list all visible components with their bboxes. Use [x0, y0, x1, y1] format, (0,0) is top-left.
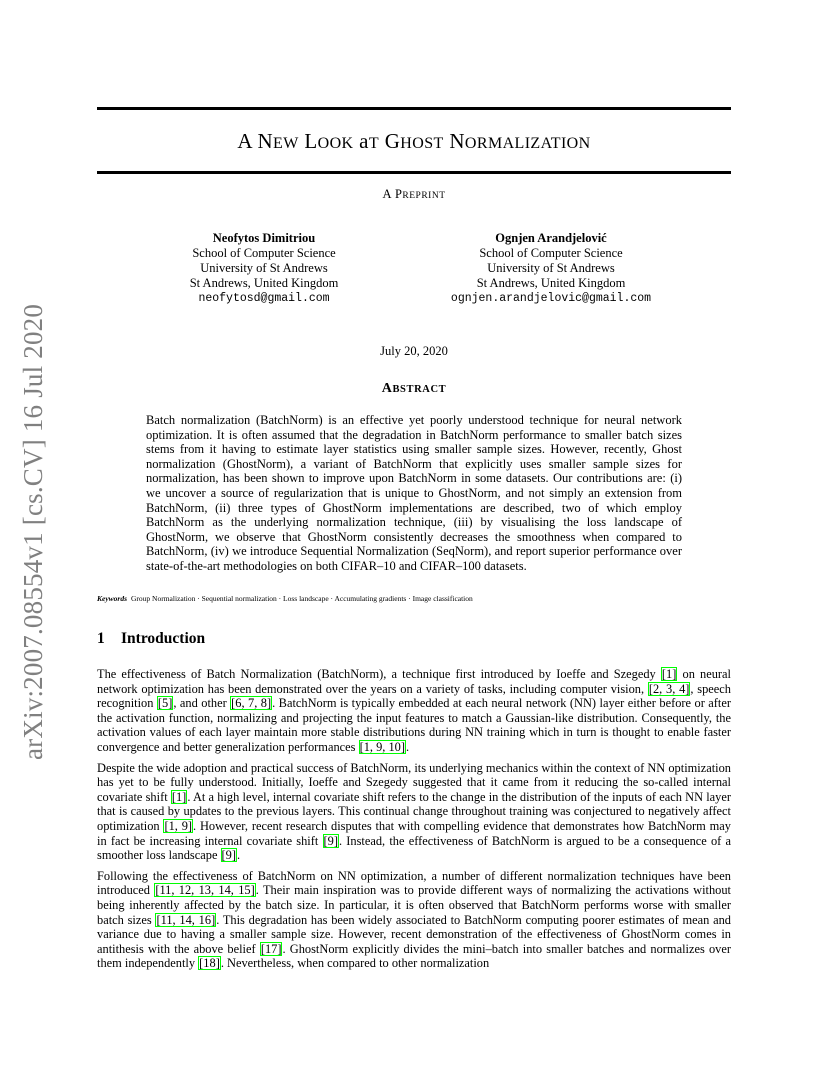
body-text: Following the effectiveness of BatchNorm on NN optimization, a number of different normalization techniques have been introduced: [97, 868, 731, 898]
body-text: . GhostNorm explicitly divides the mini–batch into smaller batches and normalizes over them independently: [97, 941, 732, 971]
abstract-heading-text: ABSTRACT: [381, 381, 447, 396]
author-name: Neofytos Dimitriou: [212, 231, 316, 245]
preprint-label: [97, 187, 731, 202]
author-location: St Andrews, United Kingdom: [189, 276, 339, 290]
citation-link[interactable]: [17]: [260, 941, 282, 956]
author-department: School of Computer Science: [479, 246, 623, 260]
body-text: . However, recent research disputes that with compelling evidence that demonstrates how BatchNorm may in fact be increasing internal covariate shift: [97, 818, 731, 848]
body-text: , and other: [173, 696, 231, 711]
author-university: University of St Andrews: [487, 261, 615, 275]
body-text: . BatchNorm is typically embedded at each neural network (NN) layer either before or after the activation function, normalizing and projecting the input features to match a Gaussian-like distribution. Consequently, the activation values of each layer maintain more stable distributions during NN training which in turn is thought to enable faster convergence and better generalization performances: [97, 696, 731, 754]
section-title: Introduction: [121, 630, 206, 647]
body-text: .: [237, 848, 241, 863]
abstract-text: Batch normalization (BatchNorm) is an effective yet poorly understood technique for neural network optimization. It is often assumed that the degradation in BatchNorm performance to smaller batch sizes stems from it having to estimate layer statistics using smaller sample sizes. However, recently, Ghost normalization (GhostNorm), a variant of BatchNorm that explicitly uses smaller sample sizes for normalization, has been shown to improve upon BatchNorm in some datasets. Our contributions are: (i) we uncover a source of regularization that is unique to GhostNorm, and not simply an extension from BatchNorm, (ii) three types of GhostNorm implementations are described, two of which employ BatchNorm as the underlying normalization technique, (iii) by visualising the loss landscape of GhostNorm, we observe that GhostNorm consistently decreases the smoothness when compared to BatchNorm, (iv) we introduce Sequential Normalization (SeqNorm), and report superior performance over state-of-the-art methodologies on both CIFAR–10 and CIFAR–100 datasets.: [146, 413, 682, 573]
body-text: Despite the wide adoption and practical success of BatchNorm, its underlying mechanics within the context of NN optimization has yet to be fully understood. Initially, Ioeffe and Szegedy suggested that it came from it reducing the so-called internal covariate shift: [97, 760, 731, 804]
title-rule-bottom: [97, 171, 731, 174]
citation-link[interactable]: [1]: [171, 789, 187, 804]
body-text: .: [406, 739, 410, 754]
body-text: . Nevertheless, when compared to other normalization: [220, 956, 490, 971]
abstract-heading: [97, 380, 731, 397]
paper-title: [97, 129, 731, 154]
citation-link[interactable]: [1]: [661, 667, 677, 681]
section-heading: [97, 630, 205, 648]
body-paragraph: [97, 761, 731, 863]
author-location: St Andrews, United Kingdom: [476, 276, 626, 290]
body-paragraph: [97, 869, 731, 971]
keywords-list: Group Normalization · Sequential normalization · Loss landscape · Accumulating gradients · Image classification: [131, 594, 473, 603]
body-paragraph: [97, 667, 731, 755]
body-text: on neural network optimization has been demonstrated over the years on a variety of tasks, including computer vision,: [97, 667, 731, 696]
citation-link[interactable]: [1, 9, 10]: [359, 739, 405, 754]
author-block-1: [134, 231, 394, 306]
paper-title-text: A NEW LOOK aT GHOST NORMALIZATION: [237, 129, 591, 153]
citation-link[interactable]: [11, 12, 13, 14, 15]: [155, 883, 255, 898]
arxiv-identifier: arXiv:2007.08554v1 [cs.CV] 16 Jul 2020: [18, 303, 48, 760]
citation-link[interactable]: [11, 14, 16]: [156, 912, 216, 927]
citation-link[interactable]: [5]: [157, 696, 173, 711]
citation-link[interactable]: [18]: [199, 956, 220, 971]
body-text: , speech recognition: [97, 681, 731, 711]
body-text: . This degradation has been widely associated to BatchNorm computing poorer estimates of mean and variance due to having a smaller sample size. However, recent demonstration of the effectiveness of GhostNorm comes in antithesis with the above belief: [97, 912, 731, 956]
section-number: 1: [97, 630, 105, 647]
introduction-body: [97, 667, 731, 977]
author-email[interactable]: ognjen.arandjelovic@gmail.com: [450, 292, 652, 305]
publication-date: July 20, 2020: [380, 344, 448, 358]
body-text: . Their main inspiration was to provide different ways of normalizing the activations without being inherently affected by the batch size. In particular, it is often observed that BatchNorm performs worse with smaller batch sizes: [97, 883, 731, 927]
author-name: Ognjen Arandjelović: [495, 231, 607, 245]
title-rule-top: [97, 107, 731, 110]
preprint-label-text: A PREPRINT: [382, 187, 446, 201]
author-block-2: [421, 231, 681, 306]
citation-link[interactable]: [9]: [221, 848, 236, 863]
body-text: The effectiveness of Batch Normalization (BatchNorm), a technique first introduced by Ioeffe and Szegedy: [97, 667, 661, 681]
keywords-line: [97, 594, 731, 604]
citation-link[interactable]: [6, 7, 8]: [231, 696, 272, 711]
author-department: School of Computer Science: [192, 246, 336, 260]
citation-link[interactable]: [1, 9]: [164, 818, 193, 833]
citation-link[interactable]: [9]: [323, 833, 338, 848]
body-text: . Instead, the effectiveness of BatchNorm is argued to be a consequence of a smoother loss landscape: [97, 833, 731, 863]
body-text: . At a high level, internal covariate shift refers to the change in the distribution of the inputs of each NN layer that is caused by updates to the previous layers. This continual change throughout training was conjectured to negatively affect optimization: [97, 789, 731, 833]
citation-link[interactable]: [2, 3, 4]: [648, 681, 690, 696]
keywords-label: Keywords: [97, 594, 127, 603]
author-email[interactable]: neofytosd@gmail.com: [198, 292, 330, 305]
author-university: University of St Andrews: [200, 261, 328, 275]
